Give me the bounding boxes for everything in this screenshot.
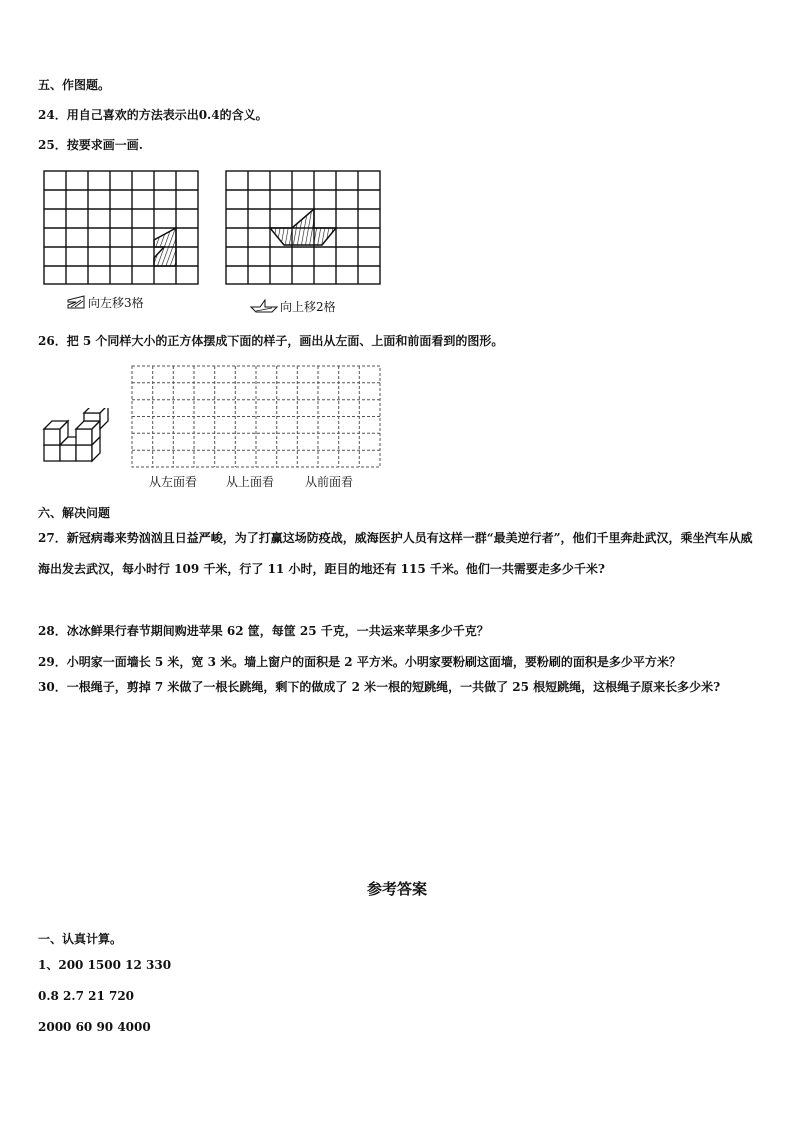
q26-dashed-grid [131,365,381,469]
q25-right-grid [225,170,381,285]
shape-to-move-left [154,228,176,266]
answers-title: 参考答案 [366,880,427,898]
answers-section1: 一、认真计算。 [38,932,123,946]
caption-left-text: 向左移3格 [88,296,144,310]
question-24: 24．用自己喜欢的方法表示出0.4的含义。 [38,108,268,122]
q25-left-grid [43,170,199,285]
section5-title: 五、作图题。 [38,78,111,92]
question-26: 26．把 5 个同样大小的正方体摆成下面的样子，画出从左面、上面和前面看到的图形。 [38,334,504,348]
section6-title: 六、解决问题 [38,506,111,520]
view-top-label: 从上面看 [226,475,275,489]
answer-line-3: 2000 60 90 4000 [38,1020,151,1034]
view-left-label: 从左面看 [149,475,198,489]
question-27: 27．新冠病毒来势汹汹且日益严峻，为了打赢这场防疫战，威海医护人员有这样一群“最美逆行者”，他们千里奔赴武汉，乘坐汽车从威海出发去武汉，每小时行 109 千米，行了 11 小时，距目的地还有 115 千米。他们一共需要走多少千米? [38,531,753,576]
question-29: 29．小明家一面墙长 5 米，宽 3 米。墙上窗户的面积是 2 平方米。小明家要粉刷这面墙，要粉刷的面积是多少平方米？ [38,655,681,669]
answer-line-2: 0.8 2.7 21 720 [38,989,135,1003]
question-25: 25．按要求画一画. [38,138,143,152]
q25-right-caption [248,298,336,315]
caption-right-text: 向上移2格 [280,300,336,314]
small-shape-icon [66,295,88,309]
boat-shape-to-move-up [270,209,336,245]
question-30: 30．一根绳子，剪掉 7 米做了一根长跳绳，剩下的做成了 2 米一根的短跳绳，一共做了 25 根短跳绳，这根绳子原来长多少米? [38,680,721,694]
q25-left-caption [66,294,144,311]
question-28: 28．冰冰鲜果行春节期间购进苹果 62 筐，每筐 25 千克，一共运来苹果多少千克？ [38,624,489,638]
answer-line-1: 1、200 1500 12 330 [38,958,172,972]
view-front-label: 从前面看 [305,475,354,489]
cubes-figure [42,408,112,464]
small-boat-icon [248,299,280,313]
